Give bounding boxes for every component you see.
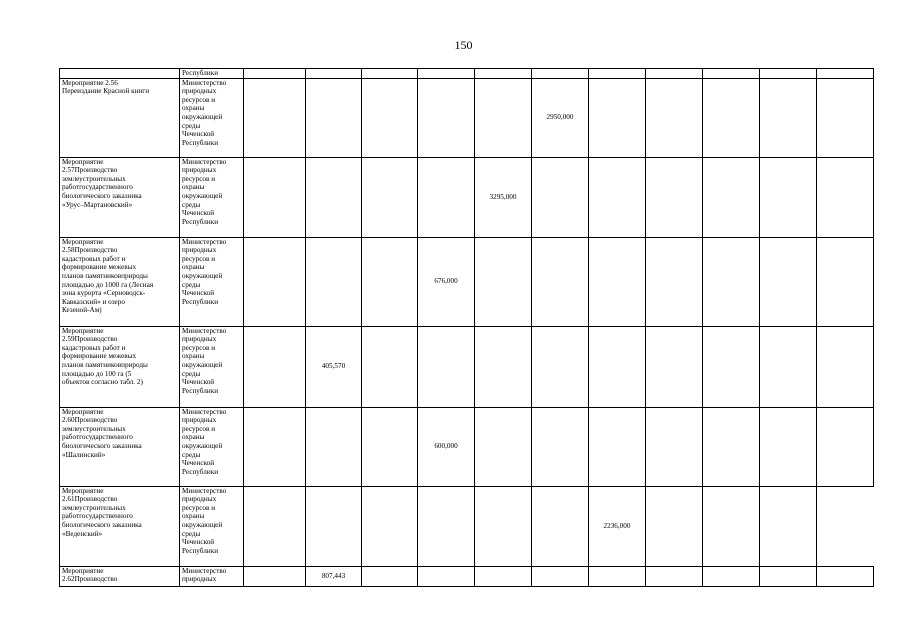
measure-text: Мероприятие 2.60Производство землеустроительных работгосударственного биологического заказника «Шалинский»	[62, 407, 142, 459]
org-text: Министерство природных ресурсов и охраны окружающей среды Чеченской Республики	[182, 78, 227, 147]
measure-cell	[60, 326, 180, 407]
measure-cell	[60, 237, 180, 326]
amount-value: 600,000	[434, 442, 458, 451]
table-row	[60, 237, 874, 326]
program-table	[59, 68, 874, 587]
org-cell	[180, 157, 244, 237]
amount-cell	[589, 486, 646, 566]
org-cell	[180, 78, 244, 157]
org-text: Министерство природных ресурсов и охраны окружающей среды Чеченской Республики	[182, 486, 227, 555]
org-cell	[180, 237, 244, 326]
amount-cell	[306, 566, 362, 586]
measure-text: Мероприятие 2.61Производство землеустроительных работгосударственного биологического заказника «Веденский»	[62, 486, 142, 538]
measure-text: Мероприятие 2.59Производство кадастровых работ и формирование межевых планов памятниковприроды площадью до 100 га (5 объектов согласно табл. 2)	[62, 326, 148, 387]
table-row	[60, 78, 874, 157]
measure-cell	[60, 69, 180, 79]
org-cell	[180, 566, 244, 586]
org-text: Министерство природных ресурсов и охраны окружающей среды Чеченской Республики	[182, 407, 227, 476]
org-text: Республики	[182, 69, 219, 77]
table-row	[60, 69, 874, 79]
page-number: 150	[454, 38, 473, 52]
measure-text: Мероприятие 2.62Производство	[62, 566, 118, 584]
org-text: Министерство природных ресурсов и охраны окружающей среды Чеченской Республики	[182, 237, 227, 306]
measure-text: Мероприятие 2.56 Переиздание Красной книги	[62, 78, 150, 96]
amount-cell	[418, 407, 475, 486]
amount-value: 807,443	[321, 571, 346, 580]
amount-cell	[475, 157, 532, 237]
org-cell	[180, 69, 244, 79]
table-row	[60, 157, 874, 237]
measure-cell	[60, 157, 180, 237]
org-text: Министерство природных ресурсов и охраны окружающей среды Чеченской Республики	[182, 157, 227, 226]
table-row	[60, 486, 874, 566]
table-row	[60, 566, 874, 586]
amount-cell	[306, 326, 362, 407]
measure-text: Мероприятие 2.57Производство землеустроительных работгосударственного биологического заказника «Урус–Мартановский»	[62, 157, 142, 209]
measure-cell	[60, 407, 180, 486]
measure-cell	[60, 486, 180, 566]
measure-text: Мероприятие 2.58Производство кадастровых работ и формирование межевых планов памятниковприроды площадью до 1000 га (Лесная зона курорта «Серноводск- Кавказский» и озеро Кезеной-Ам)	[62, 237, 154, 315]
amount-value: 2950,000	[546, 113, 574, 122]
amount-cell	[532, 78, 589, 157]
table-row	[60, 407, 874, 486]
org-cell	[180, 407, 244, 486]
org-cell	[180, 326, 244, 407]
amount-cell	[418, 237, 475, 326]
measure-cell	[60, 78, 180, 157]
org-text: Министерство природных	[182, 566, 227, 584]
org-cell	[180, 486, 244, 566]
amount-value: 3295,000	[489, 192, 517, 201]
amount-value: 405,570	[321, 362, 346, 371]
table-row	[60, 326, 874, 407]
measure-cell	[60, 566, 180, 586]
amount-value: 676,000	[434, 277, 458, 286]
amount-value: 2236,000	[603, 521, 631, 530]
org-text: Министерство природных ресурсов и охраны окружающей среды Чеченской Республики	[182, 326, 227, 395]
